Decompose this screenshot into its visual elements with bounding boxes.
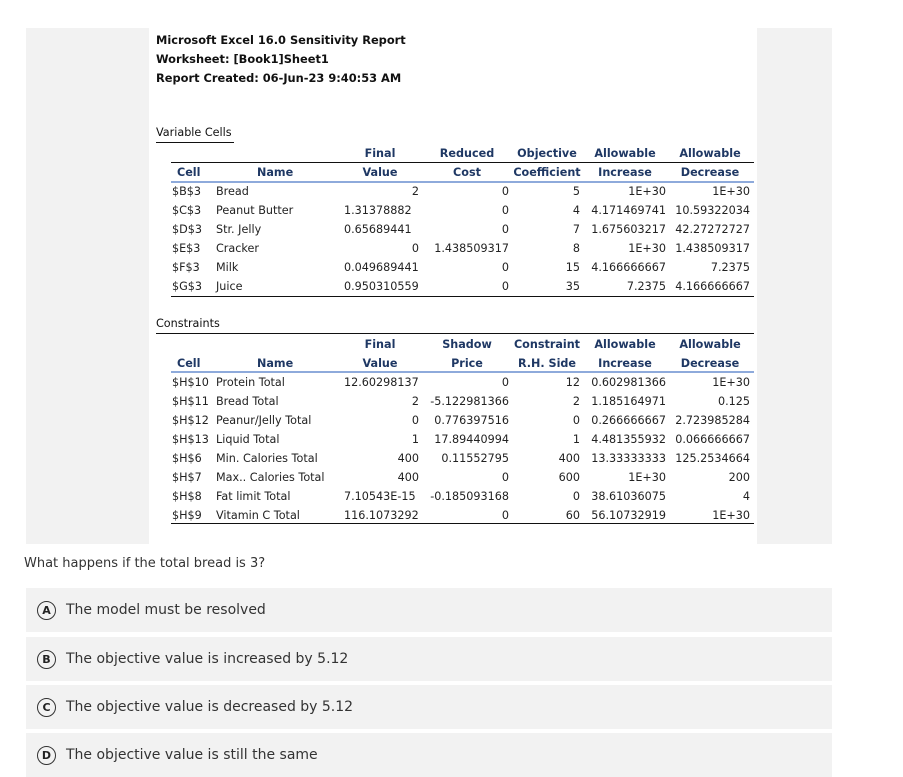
option-b[interactable] <box>26 637 832 681</box>
vc-head-reduced-1: Reduced <box>439 147 495 160</box>
c-row-1-inc: 0.602981366 <box>591 376 666 389</box>
report-worksheet: Worksheet: [Book1]Sheet1 <box>156 52 329 66</box>
variable-cells-top-rule <box>171 162 754 163</box>
vc-head-final-1: Final <box>364 147 396 160</box>
c-row-6-shadow: 0 <box>501 471 509 484</box>
vc-row-2-name: Peanut Butter <box>216 204 294 217</box>
vc-row-5-reduced: 0 <box>501 261 509 274</box>
c-row-8-dec: 1E+30 <box>712 509 750 522</box>
c-head-rhs-2: R.H. Side <box>517 357 577 370</box>
constraints-header-rule <box>171 371 754 373</box>
c-row-8-inc: 56.10732919 <box>591 509 666 522</box>
vc-row-3-final: 0.65689441 <box>344 223 412 236</box>
c-row-5-cell: $H$6 <box>172 452 202 465</box>
vc-row-6-dec: 4.166666667 <box>675 280 750 293</box>
c-row-7-dec: 4 <box>742 490 750 503</box>
option-a[interactable] <box>26 588 832 632</box>
c-row-3-name: Peanur/Jelly Total <box>216 414 312 427</box>
vc-row-1-cell: $B$3 <box>172 185 202 198</box>
c-row-1-rhs: 12 <box>565 376 580 389</box>
c-row-2-dec: 0.125 <box>717 395 750 408</box>
constraints-label: Constraints <box>156 317 220 330</box>
c-head-final-2: Value <box>362 357 398 370</box>
vc-head-cell: Cell <box>177 166 201 179</box>
c-row-3-final: 0 <box>411 414 419 427</box>
vc-row-3-inc: 1.675603217 <box>591 223 666 236</box>
c-row-1-final: 12.60298137 <box>344 376 419 389</box>
vc-row-2-inc: 4.171469741 <box>591 204 666 217</box>
c-row-4-inc: 4.481355932 <box>591 433 666 446</box>
variable-cells-bottom-rule <box>171 296 754 297</box>
option-a-text: The model must be resolved <box>66 602 266 618</box>
vc-row-5-objective: 15 <box>565 261 580 274</box>
c-row-4-name: Liquid Total <box>216 433 280 446</box>
vc-head-objective-2: Coefficient <box>513 166 581 179</box>
variable-cells-header-rule <box>171 181 754 183</box>
c-row-4-shadow: 17.89440994 <box>434 433 509 446</box>
constraints-bottom-rule <box>171 523 754 524</box>
c-row-3-shadow: 0.776397516 <box>434 414 509 427</box>
vc-row-6-final: 0.950310559 <box>344 280 419 293</box>
vc-row-1-final: 2 <box>411 185 419 198</box>
option-a-letter: A <box>37 601 56 620</box>
c-row-8-shadow: 0 <box>501 509 509 522</box>
c-row-8-cell: $H$9 <box>172 509 202 522</box>
c-row-2-cell: $H$11 <box>172 395 209 408</box>
c-row-1-dec: 1E+30 <box>712 376 750 389</box>
vc-row-6-cell: $G$3 <box>172 280 203 293</box>
c-row-3-inc: 0.266666667 <box>591 414 666 427</box>
option-d[interactable] <box>26 733 832 777</box>
vc-row-1-name: Bread <box>216 185 249 198</box>
c-head-dec-1: Allowable <box>679 338 741 351</box>
vc-row-3-cell: $D$3 <box>172 223 202 236</box>
c-row-7-name: Fat limit Total <box>216 490 291 503</box>
c-row-7-inc: 38.61036075 <box>591 490 666 503</box>
option-d-letter: D <box>37 746 56 765</box>
vc-row-4-inc: 1E+30 <box>628 242 666 255</box>
c-row-4-dec: 0.066666667 <box>675 433 750 446</box>
vc-head-inc-1: Allowable <box>594 147 656 160</box>
report-title: Microsoft Excel 16.0 Sensitivity Report <box>156 33 406 47</box>
c-row-5-final: 400 <box>397 452 419 465</box>
vc-head-objective-1: Objective <box>517 147 577 160</box>
c-row-1-name: Protein Total <box>216 376 285 389</box>
c-row-7-cell: $H$8 <box>172 490 202 503</box>
vc-row-6-name: Juice <box>216 280 243 293</box>
vc-row-1-inc: 1E+30 <box>628 185 666 198</box>
option-b-text: The objective value is increased by 5.12 <box>66 651 349 667</box>
vc-row-4-final: 0 <box>411 242 419 255</box>
vc-row-5-dec: 7.2375 <box>710 261 750 274</box>
c-row-2-inc: 1.185164971 <box>591 395 666 408</box>
vc-head-dec-2: Decrease <box>680 166 740 179</box>
variable-cells-label: Variable Cells <box>156 126 232 139</box>
option-c-text: The objective value is decreased by 5.12 <box>66 699 354 715</box>
report-created: Report Created: 06-Jun-23 9:40:53 AM <box>156 71 402 85</box>
c-head-inc-2: Increase <box>598 357 652 370</box>
vc-row-3-dec: 42.27272727 <box>675 223 750 236</box>
c-row-2-rhs: 2 <box>572 395 580 408</box>
vc-row-4-reduced: 1.438509317 <box>434 242 509 255</box>
vc-row-6-reduced: 0 <box>501 280 509 293</box>
vc-row-4-objective: 8 <box>572 242 580 255</box>
c-row-3-rhs: 0 <box>572 414 580 427</box>
c-row-8-rhs: 60 <box>565 509 580 522</box>
vc-row-5-cell: $F$3 <box>172 261 200 274</box>
c-row-6-rhs: 600 <box>558 471 580 484</box>
vc-row-5-name: Milk <box>216 261 239 274</box>
option-c[interactable] <box>26 685 832 729</box>
c-row-5-name: Min. Calories Total <box>216 452 318 465</box>
c-head-dec-2: Decrease <box>680 357 740 370</box>
c-row-2-final: 2 <box>411 395 419 408</box>
c-row-4-cell: $H$13 <box>172 433 209 446</box>
c-head-inc-1: Allowable <box>594 338 656 351</box>
vc-row-6-inc: 7.2375 <box>626 280 666 293</box>
c-head-shadow-2: Price <box>451 357 483 370</box>
c-row-5-shadow: 0.11552795 <box>441 452 509 465</box>
vc-row-2-objective: 4 <box>572 204 580 217</box>
constraints-top-rule <box>171 333 754 334</box>
c-row-6-dec: 200 <box>728 471 750 484</box>
vc-row-3-reduced: 0 <box>501 223 509 236</box>
c-row-6-cell: $H$7 <box>172 471 202 484</box>
vc-row-2-final: 1.31378882 <box>344 204 412 217</box>
vc-row-1-objective: 5 <box>572 185 580 198</box>
c-row-3-dec: 2.723985284 <box>675 414 750 427</box>
c-row-5-dec: 125.2534664 <box>675 452 750 465</box>
vc-row-5-final: 0.049689441 <box>344 261 419 274</box>
vc-row-4-dec: 1.438509317 <box>675 242 750 255</box>
c-row-8-name: Vitamin C Total <box>216 509 300 522</box>
c-row-6-inc: 1E+30 <box>628 471 666 484</box>
vc-row-2-dec: 10.59322034 <box>675 204 750 217</box>
c-row-2-name: Bread Total <box>216 395 279 408</box>
vc-head-inc-2: Increase <box>598 166 652 179</box>
vc-row-3-name: Str. Jelly <box>216 223 262 236</box>
vc-row-1-dec: 1E+30 <box>712 185 750 198</box>
c-head-cell: Cell <box>177 357 201 370</box>
question-text: What happens if the total bread is 3? <box>24 556 266 571</box>
vc-head-reduced-2: Cost <box>453 166 481 179</box>
vc-head-dec-1: Allowable <box>679 147 741 160</box>
vc-row-4-name: Cracker <box>216 242 259 255</box>
vc-row-2-cell: $C$3 <box>172 204 202 217</box>
vc-row-6-objective: 35 <box>565 280 580 293</box>
vc-row-4-cell: $E$3 <box>172 242 201 255</box>
vc-row-2-reduced: 0 <box>501 204 509 217</box>
c-row-6-name: Max.. Calories Total <box>216 471 325 484</box>
c-row-7-shadow: -0.185093168 <box>430 490 509 503</box>
c-head-shadow-1: Shadow <box>442 338 492 351</box>
option-b-letter: B <box>37 650 56 669</box>
vc-head-name: Name <box>257 166 294 179</box>
vc-head-final-2: Value <box>362 166 398 179</box>
vc-row-3-objective: 7 <box>572 223 580 236</box>
variable-cells-label-underline <box>156 142 234 143</box>
c-row-6-final: 400 <box>397 471 419 484</box>
c-row-2-shadow: -5.122981366 <box>430 395 509 408</box>
vc-row-1-reduced: 0 <box>501 185 509 198</box>
c-head-final-1: Final <box>364 338 396 351</box>
c-row-1-cell: $H$10 <box>172 376 209 389</box>
c-row-8-final: 116.1073292 <box>344 509 419 522</box>
option-c-letter: C <box>37 698 56 717</box>
c-row-5-rhs: 400 <box>558 452 580 465</box>
c-row-3-cell: $H$12 <box>172 414 209 427</box>
c-row-1-shadow: 0 <box>501 376 509 389</box>
vc-row-5-inc: 4.166666667 <box>591 261 666 274</box>
c-row-4-final: 1 <box>411 433 419 446</box>
c-row-5-inc: 13.33333333 <box>591 452 666 465</box>
option-d-text: The objective value is still the same <box>66 747 318 763</box>
c-row-4-rhs: 1 <box>572 433 580 446</box>
c-head-name: Name <box>257 357 294 370</box>
c-row-7-final: 7.10543E-15 <box>344 490 416 503</box>
c-head-rhs-1: Constraint <box>513 338 581 351</box>
c-row-7-rhs: 0 <box>572 490 580 503</box>
